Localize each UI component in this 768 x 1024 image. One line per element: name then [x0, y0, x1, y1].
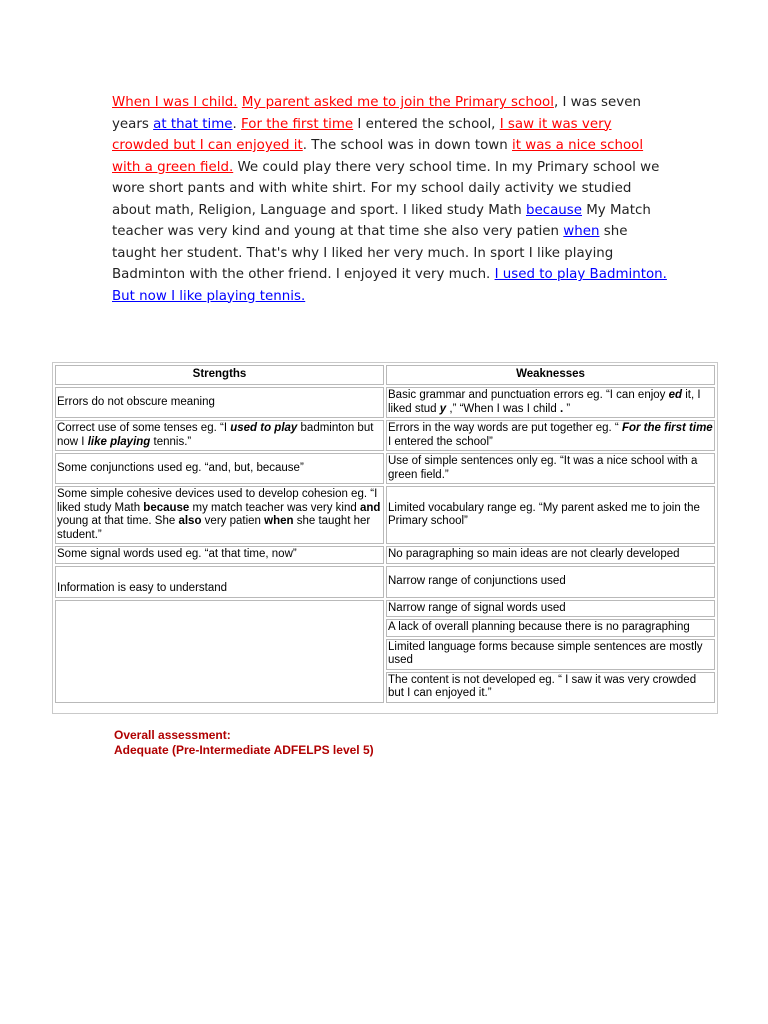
strength-cell — [55, 566, 384, 598]
overall-assessment-value: Adequate (Pre-Intermediate ADFELPS level 5) — [114, 743, 374, 757]
cell-text: also — [178, 515, 202, 527]
essay-segment: I entered the school, — [353, 116, 500, 132]
cell-text: Correct use of some tenses eg. “I — [57, 422, 231, 434]
essay-segment: . The school was in down town — [302, 138, 513, 153]
weakness-cell: A lack of overall planning because there is no paragraphing — [386, 619, 715, 637]
cell-text: young at that time. She — [57, 515, 179, 527]
cell-text: Some signal words used eg. “at that time, now” — [57, 548, 297, 560]
essay-segment: My parent asked me to join the Primary school — [241, 95, 554, 110]
assessment-table — [52, 362, 718, 714]
table-header-row — [55, 365, 715, 385]
essay-segment: I used to play Badminton. But now I like playing tennis. — [112, 267, 667, 304]
table-row — [55, 420, 715, 451]
cell-text: she taught her student.” — [57, 515, 371, 541]
table-row — [55, 600, 715, 618]
weaknesses-header: Weaknesses — [386, 365, 715, 385]
essay-segment: when — [563, 224, 600, 239]
cell-text: No paragraphing so main ideas are not clearly developed — [388, 548, 680, 560]
weakness-cell: Limited language forms because simple sentences are mostly used — [386, 639, 715, 670]
cell-text: it, I liked stud — [388, 389, 701, 415]
cell-text: because — [143, 501, 190, 514]
cell-text: my match teacher was very kind — [189, 501, 360, 514]
essay-segment: When I was I child. — [112, 95, 238, 110]
overall-assessment-label: Overall assessment: — [114, 728, 231, 742]
weakness-cell — [386, 566, 715, 598]
overall-assessment — [114, 728, 374, 758]
cell-text: Errors in the way words are put together eg. “ — [388, 422, 622, 434]
cell-text: tennis.” — [150, 435, 192, 448]
cell-text: . — [559, 402, 564, 415]
cell-text: Some conjunctions used eg. “and, but, because” — [57, 461, 304, 474]
empty-strength-cell — [55, 600, 384, 703]
cell-text: very patien — [201, 515, 265, 527]
weakness-cell — [386, 453, 715, 484]
weakness-cell: Narrow range of signal words used — [386, 600, 715, 618]
cell-text: ” — [563, 402, 571, 415]
cell-text: Errors do not obscure meaning — [57, 395, 215, 408]
essay-segment: because — [525, 202, 582, 218]
essay-segment: , I was seven years — [112, 95, 641, 132]
essay-segment: My Match teacher was very kind and young at that time she also very patien — [112, 202, 651, 239]
table-row — [55, 566, 715, 598]
cell-text: and — [359, 501, 381, 514]
weakness-cell — [386, 546, 715, 564]
weakness-cell — [386, 420, 715, 451]
essay-segment: . — [232, 116, 242, 132]
weakness-cell — [386, 387, 715, 418]
table-row — [55, 546, 715, 564]
essay-segment: I saw it was very crowded but I can enjoyed it — [112, 116, 612, 153]
essay-segment: at that time — [153, 116, 233, 132]
cell-text: Narrow range of conjunctions used — [388, 574, 566, 587]
essay-segment: it was a nice school with a green field. — [112, 138, 644, 175]
cell-text: Use of simple sentences only eg. “It was a nice school with a green field.” — [388, 455, 698, 481]
cell-text: ed — [668, 389, 683, 401]
table-row — [55, 486, 715, 544]
table-row — [55, 453, 715, 484]
weakness-cell — [386, 486, 715, 544]
cell-text: Information is easy to understand — [57, 582, 228, 594]
cell-text: Basic grammar and punctuation errors eg. “I can enjoy — [388, 389, 669, 401]
cell-text: I entered the school” — [388, 435, 493, 448]
strength-cell — [55, 546, 384, 564]
strength-cell — [55, 420, 384, 451]
cell-text: badminton but now I — [57, 422, 374, 448]
essay-paragraph — [112, 92, 672, 307]
cell-text: ,” “When I was I child — [446, 402, 560, 415]
cell-text: used to play — [230, 422, 298, 434]
essay-segment: We could play there very school time. In my Primary school we wore short pants and with white shirt. For my school daily activity we studied about math, Religion, Language and sport. I liked study Math — [112, 159, 660, 218]
strengths-header: Strengths — [55, 365, 384, 385]
strength-cell — [55, 486, 384, 544]
cell-text: when — [264, 515, 294, 527]
weakness-cell: The content is not developed eg. “ I saw it was very crowded but I can enjoyed it.” — [386, 672, 715, 703]
strength-cell — [55, 387, 384, 418]
cell-text: Limited vocabulary range eg. “My parent asked me to join the Primary school” — [388, 501, 700, 527]
cell-text: y — [439, 402, 447, 415]
essay-segment: she taught her student. That's why I liked her very much. In sport I like playing Badminton with the other friend. I enjoyed it very much. — [112, 224, 628, 282]
cell-text: Some simple cohesive devices used to develop cohesion eg. “I liked study Math — [57, 488, 378, 514]
essay-segment: For the first time — [241, 116, 354, 132]
table-row — [55, 387, 715, 418]
strength-cell — [55, 453, 384, 484]
cell-text: For the first time — [621, 422, 713, 434]
cell-text: like playing — [87, 435, 151, 448]
